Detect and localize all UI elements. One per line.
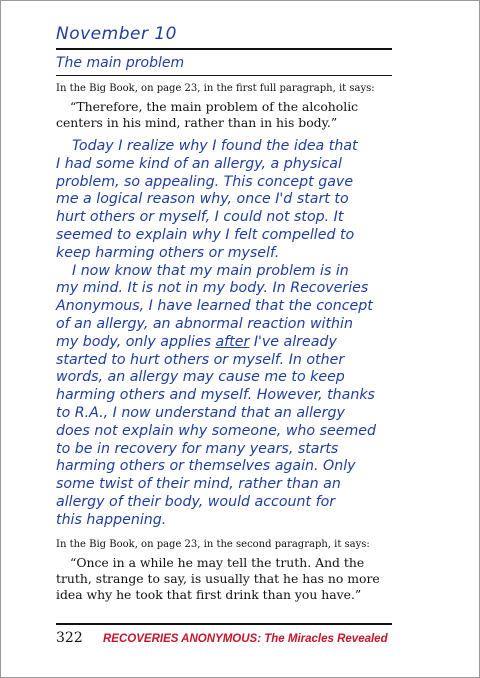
body-line: me a logical reason why, once I'd start to (56, 191, 349, 208)
underlined-word: after (215, 333, 250, 350)
big-book-quote-2: “Once in a while he may tell the truth. And the truth, strange to say, is usually that he has no more idea why he took that first drink than you have.” (56, 554, 380, 602)
body-line: Today I realize why I found the idea that (72, 138, 358, 154)
body-line: some twist of their mind, rather than an (56, 476, 341, 493)
body-line: to be in recovery for many years, starts (56, 440, 339, 457)
body-line-with-underline (56, 334, 392, 352)
book-title: RECOVERIES ANONYMOUS: The Miracles Revealed (103, 633, 388, 645)
page-content (56, 24, 392, 603)
page-number: 322 (56, 630, 83, 646)
body-line: does not explain why someone, who seemed (56, 422, 377, 439)
body-line: hurt others or myself, I could not stop. It (56, 209, 344, 226)
body-line: to R.A., I now understand that an allergy (56, 404, 345, 421)
page-date: November 10 (56, 24, 392, 50)
body-line: this happening. (56, 511, 167, 528)
body-line: I had some kind of an allergy, a physical (56, 155, 342, 172)
body-line: keep harming others or myself. (56, 244, 280, 261)
footer-rule (56, 623, 392, 625)
body-text: my body, only applies (56, 333, 216, 350)
body-line: allergy of their body, would account for (56, 493, 336, 510)
body-line: my mind. It is not in my body. In Recoveries (56, 280, 369, 297)
reflection-body (56, 138, 392, 530)
page-title: The main problem (56, 55, 392, 76)
body-line: I now know that my main problem is in (72, 262, 349, 279)
intro-text-2: In the Big Book, on page 23, in the second paragraph, it says: (56, 538, 370, 550)
body-line: Anonymous, I have learned that the concept (56, 298, 373, 315)
body-line: harming others or themselves again. Only (56, 458, 356, 475)
body-line: of an allergy, an abnormal reaction within (56, 315, 353, 332)
intro-text-1: In the Big Book, on page 23, in the first full paragraph, it says: (56, 83, 375, 94)
body-line: words, an allergy may cause me to keep (56, 369, 345, 386)
body-text: I've already (249, 333, 337, 350)
big-book-quote-1: “Therefore, the main problem of the alcoholic centers in his mind, rather than in his body.” (56, 99, 359, 130)
body-line: seemed to explain why I felt compelled to (56, 226, 355, 243)
body-line: problem, so appealing. This concept gave (56, 173, 354, 190)
body-line: harming others and myself. However, thanks (56, 387, 375, 404)
body-line: started to hurt others or myself. In other (56, 351, 345, 368)
